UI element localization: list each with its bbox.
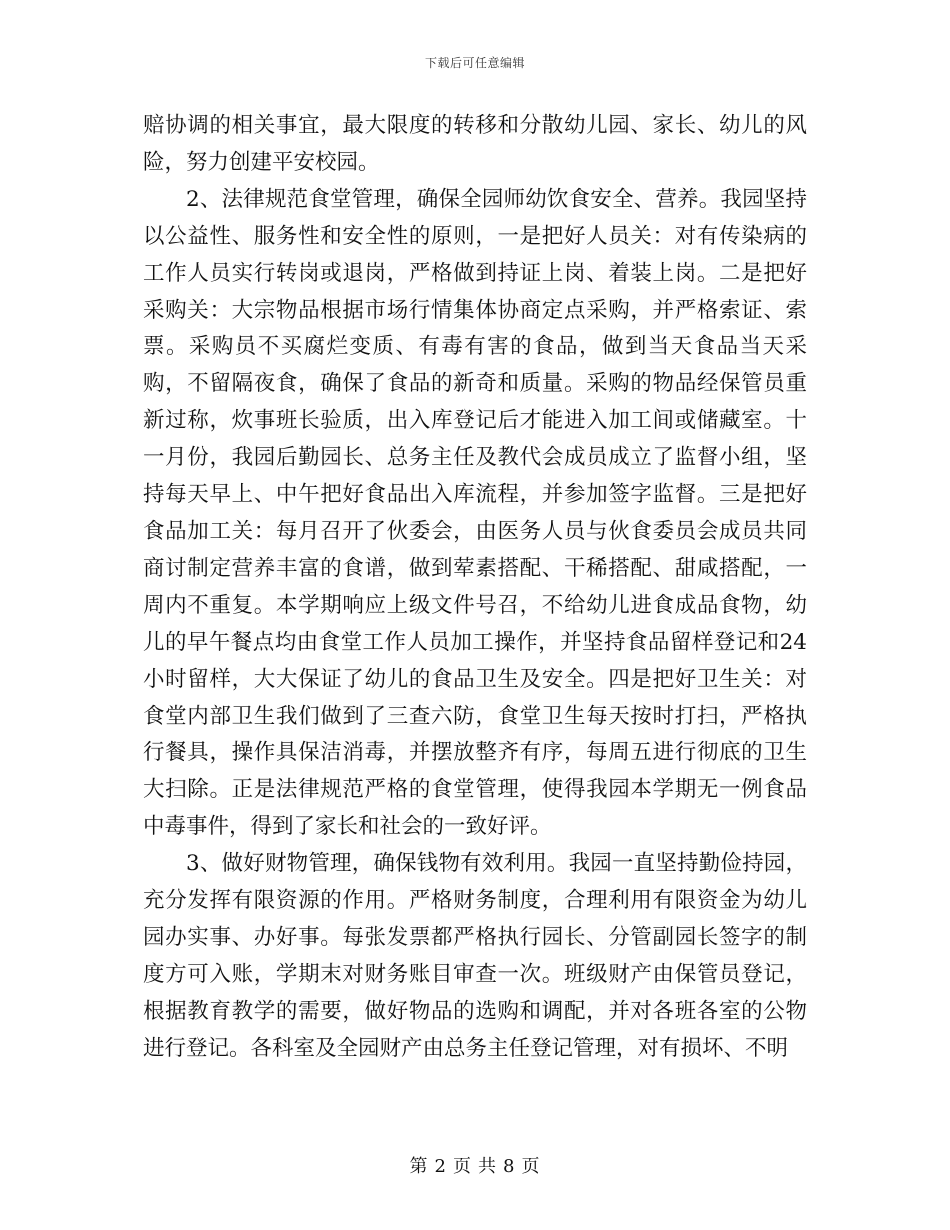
footer-total-pages: 8 — [503, 1156, 516, 1177]
footer-page-word: 页 — [453, 1156, 472, 1177]
paragraph-continuation: 赔协调的相关事宜，最大限度的转移和分散幼儿园、家长、幼儿的风险，努力创建平安校园。 — [143, 113, 807, 175]
footer-prefix: 第 — [409, 1156, 429, 1177]
paragraph-property-management: 3、做好财物管理，确保钱物有效利用。我园一直坚持勤俭持园，充分发挥有限资源的作用。严格财务制度，合理利用有限资金为幼儿园办实事、办好事。每张发票都严格执行园长、分管副园长签字的制度方可入账，学期末对财务账目审查一次。班级财产由保管员登记，根据教育教学的需要，做好物品的选购和调配，并对各班各室的公物进行登记。各科室及全园财产由总务主任登记管理，对有损坏、不明 — [143, 851, 807, 1061]
page-footer — [0, 1152, 950, 1178]
paragraph-canteen-management: 2、法律规范食堂管理，确保全园师幼饮食安全、营养。我园坚持以公益性、服务性和安全性的原则，一是把好人员关：对有传染病的工作人员实行转岗或退岗，严格做到持证上岗、着装上岗。二是把好采购关：大宗物品根据市场行情集体协商定点采购，并严格索证、索票。采购员不买腐烂变质、有毒有害的食品，做到当天食品当天采购，不留隔夜食，确保了食品的新奇和质量。采购的物品经保管员重新过称，炊事班长验质，出入库登记后才能进入加工间或储藏室。十一月份，我园后勤园长、总务主任及教代会成员成立了监督小组，坚持每天早上、中午把好食品出入库流程，并参加签字监督。三是把好食品加工关：每月召开了伙委会，由医务人员与伙食委员会成员共同商讨制定营养丰富的食谱，做到荤素搭配、干稀搭配、甜咸搭配，一周内不重复。本学期响应上级文件号召，不给幼儿进食成品食物，幼儿的早午餐点均由食堂工作人员加工操作，并坚持食品留样登记和24小时留样，大大保证了幼儿的食品卫生及安全。四是把好卫生关：对食堂内部卫生我们做到了三查六防，食堂卫生每天按时打扫，严格执行餐具，操作具保洁消毒，并摆放整齐有序，每周五进行彻底的卫生大扫除。正是法律规范严格的食堂管理，使得我园本学期无一例食品中毒事件，得到了家长和社会的一致好评。 — [143, 186, 807, 840]
footer-total-word: 页 — [521, 1156, 541, 1177]
page-header: 下载后可任意编辑 — [424, 56, 525, 70]
footer-total-prefix: 共 — [478, 1156, 497, 1177]
document-body — [143, 108, 807, 1068]
footer-page-number: 2 — [434, 1156, 447, 1177]
